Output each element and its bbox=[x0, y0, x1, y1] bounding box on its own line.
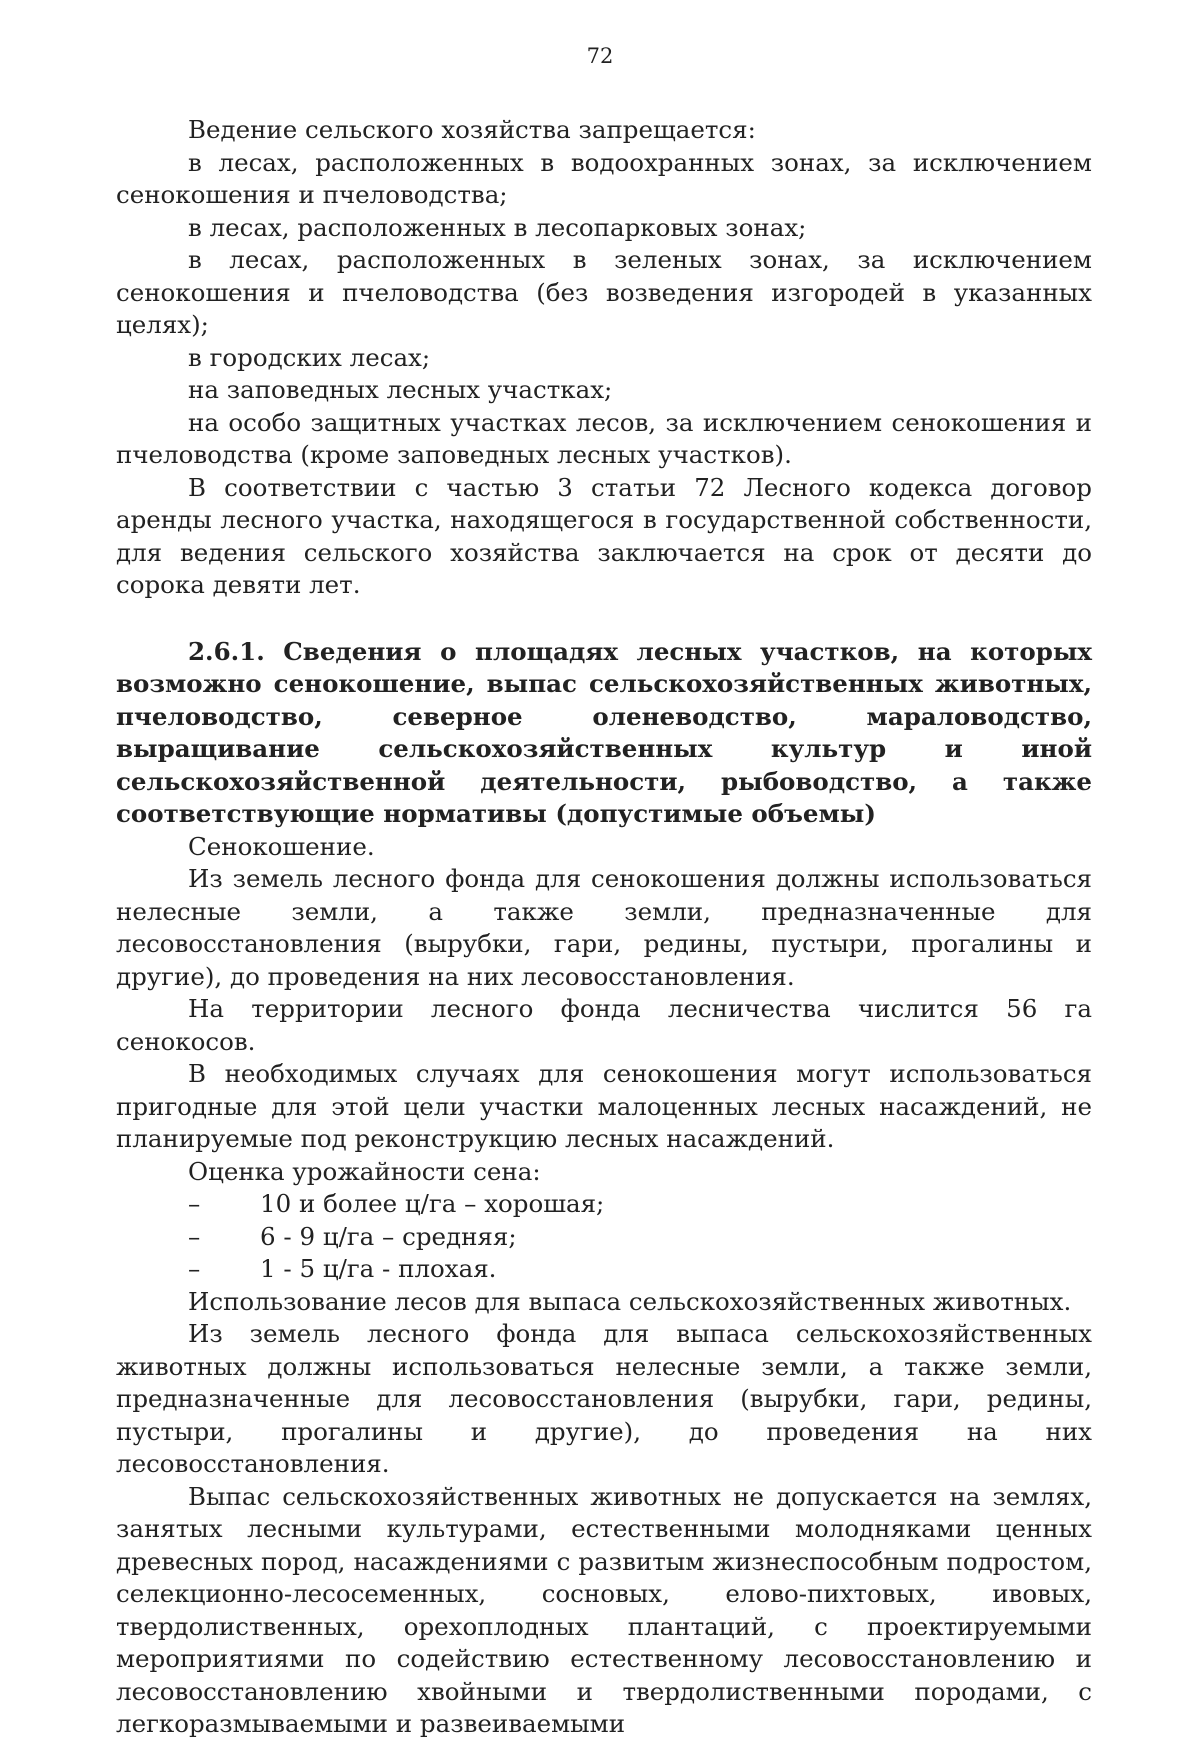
paragraph: Использование лесов для выпаса сельскохозяйственных животных. bbox=[188, 1286, 1072, 1316]
paragraph: на особо защитных участках лесов, за исключением сенокошения и пчеловодства (кроме заповедных лесных участков). bbox=[116, 407, 1092, 469]
paragraph: Сенокошение. bbox=[188, 831, 375, 861]
list-item bbox=[116, 1221, 1092, 1254]
list-item bbox=[116, 1253, 1092, 1286]
paragraph: В соответствии с частью 3 статьи 72 Лесного кодекса договор аренды лесного участка, находящегося в государственной собственности, для ведения сельского хозяйства заключается на срок от десяти до сорока девяти лет. bbox=[116, 472, 1092, 599]
paragraph: на заповедных лесных участках; bbox=[188, 375, 613, 404]
dash-marker: – bbox=[188, 1221, 201, 1251]
paragraph: в лесах, расположенных в зеленых зонах, за исключением сенокошения и пчеловодства (без возведения изгородей в указанных целях); bbox=[116, 245, 1092, 339]
list-item-text: 1 - 5 ц/га - плохая. bbox=[260, 1254, 497, 1283]
paragraph: На территории лесного фонда лесничества числится 56 га сенокосов. bbox=[116, 994, 1092, 1056]
page-number: 72 bbox=[586, 44, 614, 68]
list-item-text: 6 - 9 ц/га – средняя; bbox=[260, 1221, 517, 1251]
paragraph: Ведение сельского хозяйства запрещается: bbox=[188, 115, 756, 144]
paragraph: в лесах, расположенных в лесопарковых зонах; bbox=[188, 212, 807, 242]
paragraph: Выпас сельскохозяйственных животных не допускается на землях, занятых лесными культурами, естественными молодняками ценных древесных пород, насаждениями с развитым жизнеспособным подростом, селекционно-лесосеменных, сосновых, елово-пихтовых, ивовых, твердолиственных, орехоплодных плантаций, с проектируемыми мероприятиями по содействию естественному лесовосстановлению и лесовосстановлению хвойными и твердолиственными породами, с легкоразмываемыми и развеиваемыми bbox=[116, 1481, 1092, 1738]
paragraph: Из земель лесного фонда для выпаса сельскохозяйственных животных должны использоваться нелесные земли, а также земли, предназначенные для лесовосстановления (вырубки, гари, редины, пустыри, прогалины и другие), до проведения на них лесовосстановления. bbox=[116, 1319, 1092, 1478]
list-item bbox=[116, 1188, 1092, 1221]
page-content bbox=[116, 114, 1092, 1741]
paragraph: Оценка урожайности сена: bbox=[188, 1156, 541, 1186]
list-item-text: 10 и более ц/га – хорошая; bbox=[260, 1189, 605, 1218]
paragraph: в городских лесах; bbox=[188, 342, 431, 372]
paragraph: в лесах, расположенных в водоохранных зонах, за исключением сенокошения и пчеловодства; bbox=[116, 147, 1092, 209]
section-heading: 2.6.1. Сведения о площадях лесных участков, на которых возможно сенокошение, выпас сельскохозяйственных животных, пчеловодство, северное оленеводство, мараловодство, выращивание сельскохозяйственных культур и иной сельскохозяйственной деятельности, рыбоводство, а также соответствующие нормативы (допустимые объемы) bbox=[116, 636, 1092, 828]
dash-marker: – bbox=[188, 1189, 201, 1218]
section-gap bbox=[116, 602, 1092, 636]
dash-marker: – bbox=[188, 1254, 201, 1283]
paragraph: Из земель лесного фонда для сенокошения должны использоваться нелесные земли, а также земли, предназначенные для лесовосстановления (вырубки, гари, редины, пустыри, прогалины и другие), до проведения на них лесовосстановления. bbox=[116, 864, 1092, 991]
paragraph: В необходимых случаях для сенокошения могут использоваться пригодные для этой цели участки малоценных лесных насаждений, не планируемые под реконструкцию лесных насаждений. bbox=[116, 1059, 1092, 1153]
